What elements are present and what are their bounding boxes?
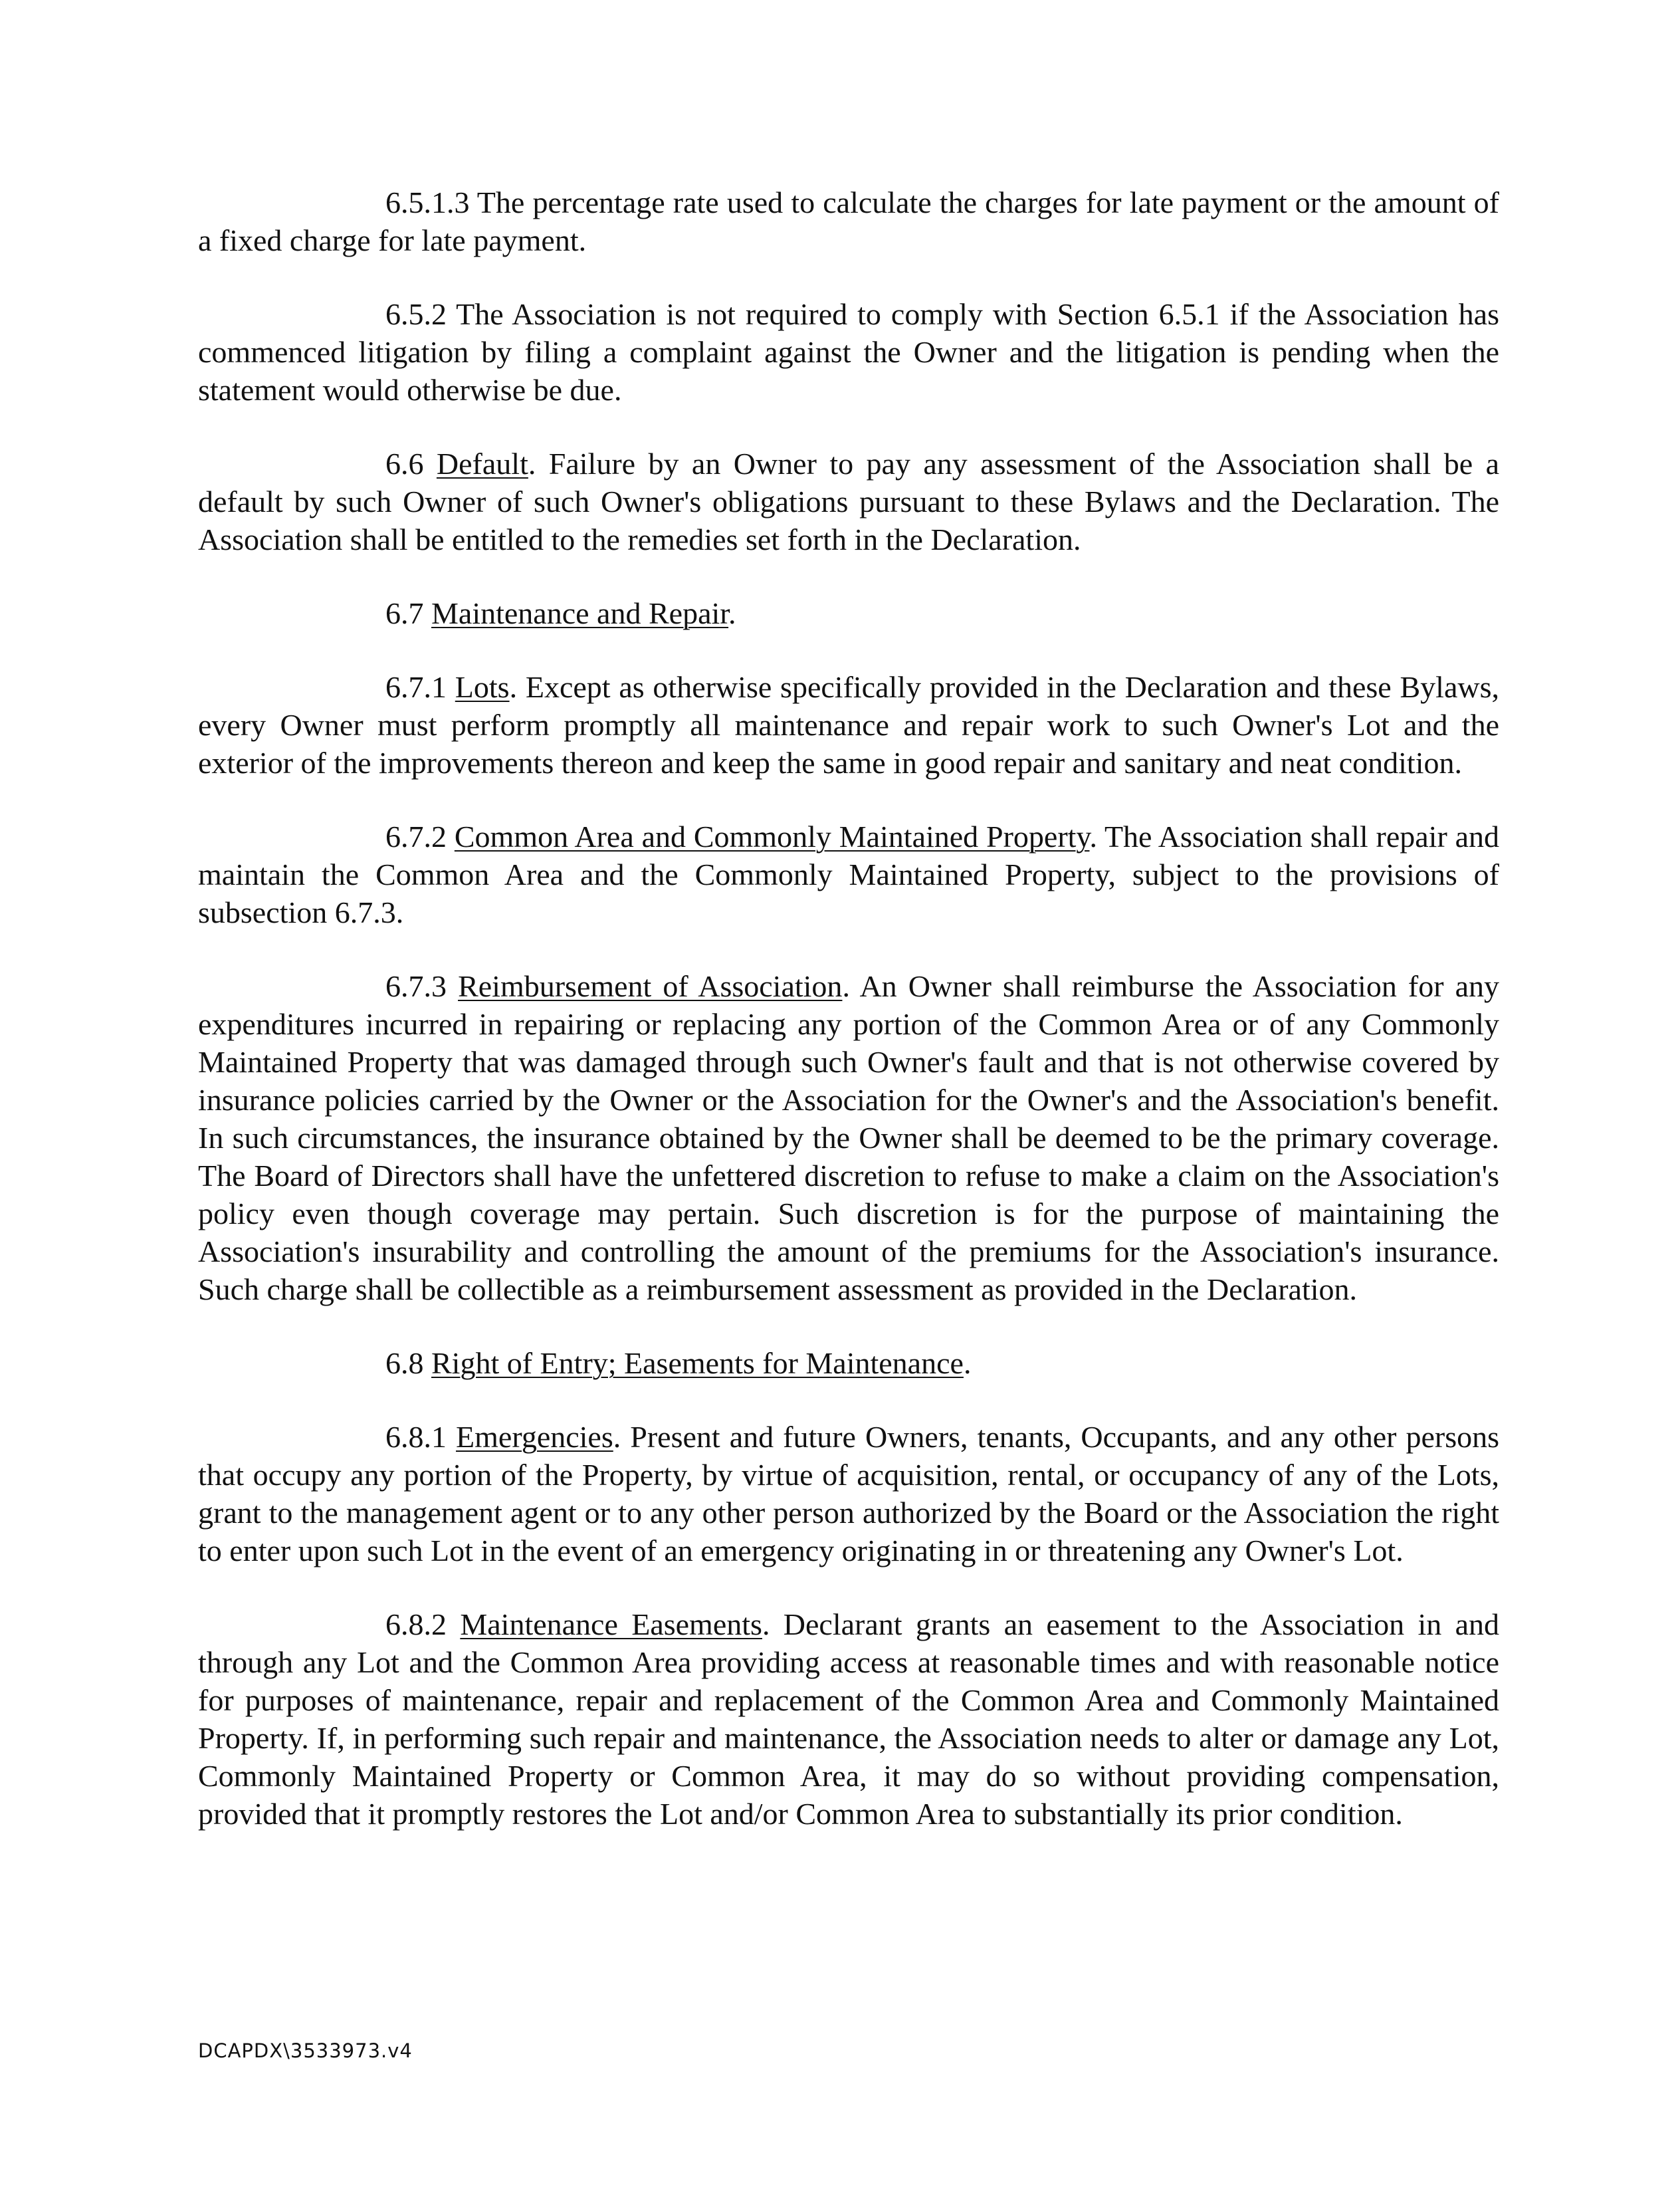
paragraph-6-5-2 <box>198 295 1499 409</box>
heading-6-8 <box>198 1344 1499 1382</box>
section-number: 6.7 <box>385 596 424 630</box>
section-number: 6.8.2 <box>385 1607 447 1641</box>
paragraph-6-7-2 <box>198 818 1499 931</box>
section-title: Default <box>436 447 528 481</box>
paragraph-text: . Failure by an Owner to pay any assessment of the Association shall be a default by such Owner of such Owner's obligations pursuant to these Bylaws and the Declaration. The Association shall be entitled to the remedies set forth in the Declaration. <box>198 447 1499 556</box>
paragraph-text: 6.5.2 The Association is not required to comply with Section 6.5.1 if the Association has commenced litigation by filing a complaint against the Owner and the litigation is pending when the statement would otherwise be due. <box>198 297 1499 407</box>
section-title: Emergencies <box>456 1420 613 1454</box>
section-number: 6.7.2 <box>385 820 447 854</box>
heading-punctuation: . <box>728 596 736 630</box>
section-number: 6.7.3 <box>385 969 447 1003</box>
section-title: Maintenance and Repair <box>431 596 729 630</box>
paragraph-text: . Declarant grants an easement to the Association in and through any Lot and the Common Area providing access at reasonable times and with reasonable notice for purposes of maintenance, repair and replacement of the Common Area and Commonly Maintained Property. If, in performing such repair and maintenance, the Association needs to alter or damage any Lot, Commonly Maintained Property or Common Area, it may do so without providing compensation, provided that it promptly restores the Lot and/or Common Area to substantially its prior condition. <box>198 1607 1499 1831</box>
document-id-footer: DCAPDX\3533973.v4 <box>198 2039 413 2062</box>
section-number: 6.8.1 <box>385 1420 447 1454</box>
heading-punctuation: . <box>963 1346 972 1380</box>
paragraph-6-8-1 <box>198 1418 1499 1569</box>
paragraph-text: 6.5.1.3 The percentage rate used to calculate the charges for late payment or the amount of a fixed charge for late payment. <box>198 185 1499 257</box>
paragraph-6-5-1-3 <box>198 183 1499 259</box>
paragraph-text: . Except as otherwise specifically provided in the Declaration and these Bylaws, every Owner must perform promptly all maintenance and repair work to such Owner's Lot and the exterior of the improvements thereon and keep the same in good repair and sanitary and neat condition. <box>198 670 1499 780</box>
paragraph-6-6 <box>198 445 1499 558</box>
section-number: 6.7.1 <box>385 670 447 704</box>
paragraph-6-8-2 <box>198 1605 1499 1833</box>
paragraph-text: . An Owner shall reimburse the Association for any expenditures incurred in repairing or replacing any portion of the Common Area or of any Commonly Maintained Property that was damaged through such Owner's fault and that is not otherwise covered by insurance policies carried by the Owner or the Association for the Owner's and the Association's benefit. In such circumstances, the insurance obtained by the Owner shall be deemed to be the primary coverage. The Board of Directors shall have the unfettered discretion to refuse to make a claim on the Association's policy even though coverage may pertain. Such discretion is for the purpose of maintaining the Association's insurability and controlling the amount of the premiums for the Association's insurance. Such charge shall be collectible as a reimbursement assessment as provided in the Declaration. <box>198 969 1499 1306</box>
section-title: Common Area and Commonly Maintained Property <box>454 820 1090 854</box>
paragraph-text: . Present and future Owners, tenants, Occupants, and any other persons that occupy any portion of the Property, by virtue of acquisition, rental, or occupancy of any of the Lots, grant to the management agent or to any other person authorized by the Board or the Association the right to enter upon such Lot in the event of an emergency originating in or threatening any Owner's Lot. <box>198 1420 1500 1567</box>
section-title: Right of Entry; Easements for Maintenance <box>431 1346 964 1380</box>
paragraph-6-7-3 <box>198 967 1499 1308</box>
heading-6-7 <box>198 594 1499 632</box>
section-number: 6.8 <box>385 1346 424 1380</box>
section-number: 6.6 <box>385 447 424 481</box>
paragraph-6-7-1 <box>198 668 1499 782</box>
section-title: Reimbursement of Association <box>458 969 843 1003</box>
section-title: Lots <box>455 670 510 704</box>
paragraph-text: . The Association shall repair and maintain the Common Area and the Commonly Maintained Property, subject to the provisions of subsection 6.7.3. <box>198 820 1500 929</box>
document-body <box>198 183 1499 1869</box>
section-title: Maintenance Easements <box>460 1607 762 1641</box>
